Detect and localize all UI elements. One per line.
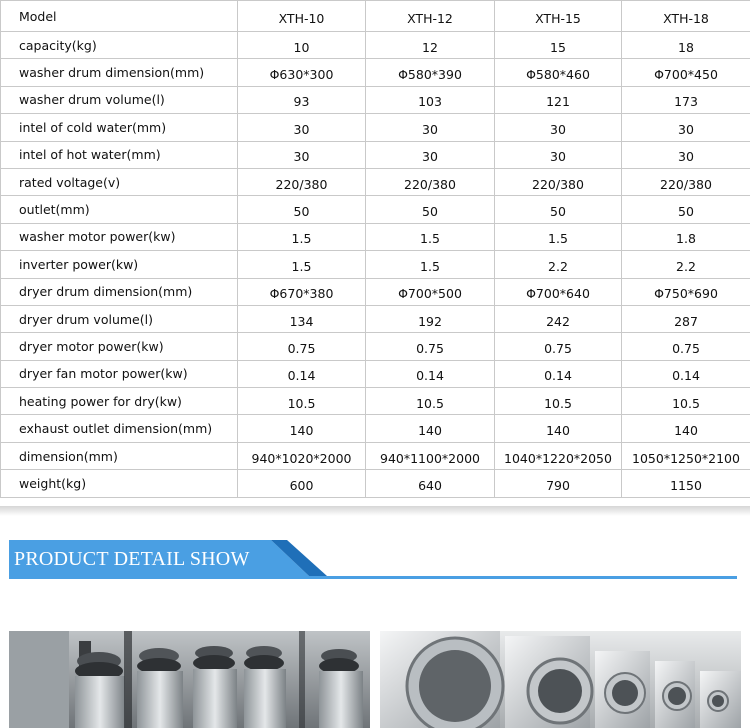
row-label-cell: exhaust outlet dimension(mm): [1, 415, 238, 442]
value-cell: 220/380: [238, 168, 366, 195]
table-row: [1, 388, 750, 415]
table-row: [1, 251, 750, 278]
row-label-cell: washer motor power(kw): [1, 223, 238, 250]
value-cell: 50: [366, 196, 495, 223]
row-label-cell: capacity(kg): [1, 32, 238, 59]
header-cell-model-name: XTH-10: [238, 1, 366, 32]
value-cell: 0.75: [495, 333, 622, 360]
value-cell: Φ580*460: [495, 59, 622, 86]
value-cell: 134: [238, 305, 366, 332]
row-label-cell: dryer drum volume(l): [1, 305, 238, 332]
value-cell: 0.14: [366, 360, 495, 387]
value-cell: 1050*1250*2100: [622, 442, 750, 469]
value-cell: 10.5: [238, 388, 366, 415]
row-label-cell: heating power for dry(kw): [1, 388, 238, 415]
value-cell: 2.2: [495, 251, 622, 278]
product-photo-dryers: [380, 631, 741, 728]
value-cell: 18: [622, 32, 750, 59]
header-cell-model-name: XTH-12: [366, 1, 495, 32]
value-cell: 0.75: [238, 333, 366, 360]
value-cell: Φ580*390: [366, 59, 495, 86]
value-cell: 103: [366, 86, 495, 113]
value-cell: 220/380: [366, 168, 495, 195]
row-label-cell: intel of cold water(mm): [1, 114, 238, 141]
value-cell: 121: [495, 86, 622, 113]
value-cell: 30: [495, 114, 622, 141]
table-row: [1, 415, 750, 442]
value-cell: 30: [238, 114, 366, 141]
value-cell: 220/380: [495, 168, 622, 195]
value-cell: 640: [366, 470, 495, 497]
value-cell: 140: [366, 415, 495, 442]
header-cell-model: Model: [1, 1, 238, 32]
value-cell: 0.75: [622, 333, 750, 360]
value-cell: 220/380: [622, 168, 750, 195]
row-label-cell: dryer motor power(kw): [1, 333, 238, 360]
product-detail-banner: [9, 540, 737, 580]
value-cell: 30: [238, 141, 366, 168]
value-cell: Φ700*640: [495, 278, 622, 305]
row-label-cell: rated voltage(v): [1, 168, 238, 195]
value-cell: 10: [238, 32, 366, 59]
table-row: [1, 278, 750, 305]
value-cell: 1.5: [366, 223, 495, 250]
row-label-cell: inverter power(kw): [1, 251, 238, 278]
table-row: [1, 305, 750, 332]
value-cell: 93: [238, 86, 366, 113]
row-label-cell: weight(kg): [1, 470, 238, 497]
table-header-row: [1, 1, 750, 32]
table-row: [1, 32, 750, 59]
value-cell: 192: [366, 305, 495, 332]
value-cell: 242: [495, 305, 622, 332]
value-cell: 30: [495, 141, 622, 168]
table-row: [1, 196, 750, 223]
value-cell: 10.5: [622, 388, 750, 415]
value-cell: 30: [366, 141, 495, 168]
value-cell: 1.5: [495, 223, 622, 250]
row-label-cell: outlet(mm): [1, 196, 238, 223]
table-row: [1, 360, 750, 387]
value-cell: 600: [238, 470, 366, 497]
value-cell: 1040*1220*2050: [495, 442, 622, 469]
row-label-cell: intel of hot water(mm): [1, 141, 238, 168]
value-cell: 50: [622, 196, 750, 223]
table-row: [1, 114, 750, 141]
header-cell-model-name: XTH-18: [622, 1, 750, 32]
table-row: [1, 223, 750, 250]
table-row: [1, 470, 750, 497]
value-cell: 15: [495, 32, 622, 59]
value-cell: 1.8: [622, 223, 750, 250]
value-cell: 0.14: [495, 360, 622, 387]
value-cell: 173: [622, 86, 750, 113]
value-cell: 940*1100*2000: [366, 442, 495, 469]
value-cell: 50: [238, 196, 366, 223]
header-cell-model-name: XTH-15: [495, 1, 622, 32]
row-label-cell: washer drum volume(l): [1, 86, 238, 113]
value-cell: 790: [495, 470, 622, 497]
value-cell: 0.14: [622, 360, 750, 387]
section-divider: [0, 506, 750, 516]
value-cell: 140: [495, 415, 622, 442]
value-cell: 50: [495, 196, 622, 223]
banner-title: PRODUCT DETAIL SHOW: [14, 548, 250, 570]
value-cell: 1150: [622, 470, 750, 497]
table-row: [1, 141, 750, 168]
value-cell: 10.5: [366, 388, 495, 415]
value-cell: 30: [622, 114, 750, 141]
value-cell: 12: [366, 32, 495, 59]
table-row: [1, 442, 750, 469]
value-cell: Φ700*500: [366, 278, 495, 305]
value-cell: Φ630*300: [238, 59, 366, 86]
row-label-cell: washer drum dimension(mm): [1, 59, 238, 86]
row-label-cell: dryer drum dimension(mm): [1, 278, 238, 305]
value-cell: Φ750*690: [622, 278, 750, 305]
value-cell: 30: [366, 114, 495, 141]
row-label-cell: dryer fan motor power(kw): [1, 360, 238, 387]
value-cell: 0.75: [366, 333, 495, 360]
value-cell: 140: [622, 415, 750, 442]
table-row: [1, 86, 750, 113]
value-cell: 2.2: [622, 251, 750, 278]
value-cell: 10.5: [495, 388, 622, 415]
value-cell: Φ670*380: [238, 278, 366, 305]
value-cell: 0.14: [238, 360, 366, 387]
value-cell: 140: [238, 415, 366, 442]
table-row: [1, 59, 750, 86]
value-cell: Φ700*450: [622, 59, 750, 86]
row-label-cell: dimension(mm): [1, 442, 238, 469]
value-cell: 287: [622, 305, 750, 332]
value-cell: 1.5: [238, 251, 366, 278]
table-row: [1, 168, 750, 195]
product-photo-motors: [9, 631, 370, 728]
value-cell: 940*1020*2000: [238, 442, 366, 469]
value-cell: 1.5: [238, 223, 366, 250]
value-cell: 30: [622, 141, 750, 168]
value-cell: 1.5: [366, 251, 495, 278]
table-row: [1, 333, 750, 360]
